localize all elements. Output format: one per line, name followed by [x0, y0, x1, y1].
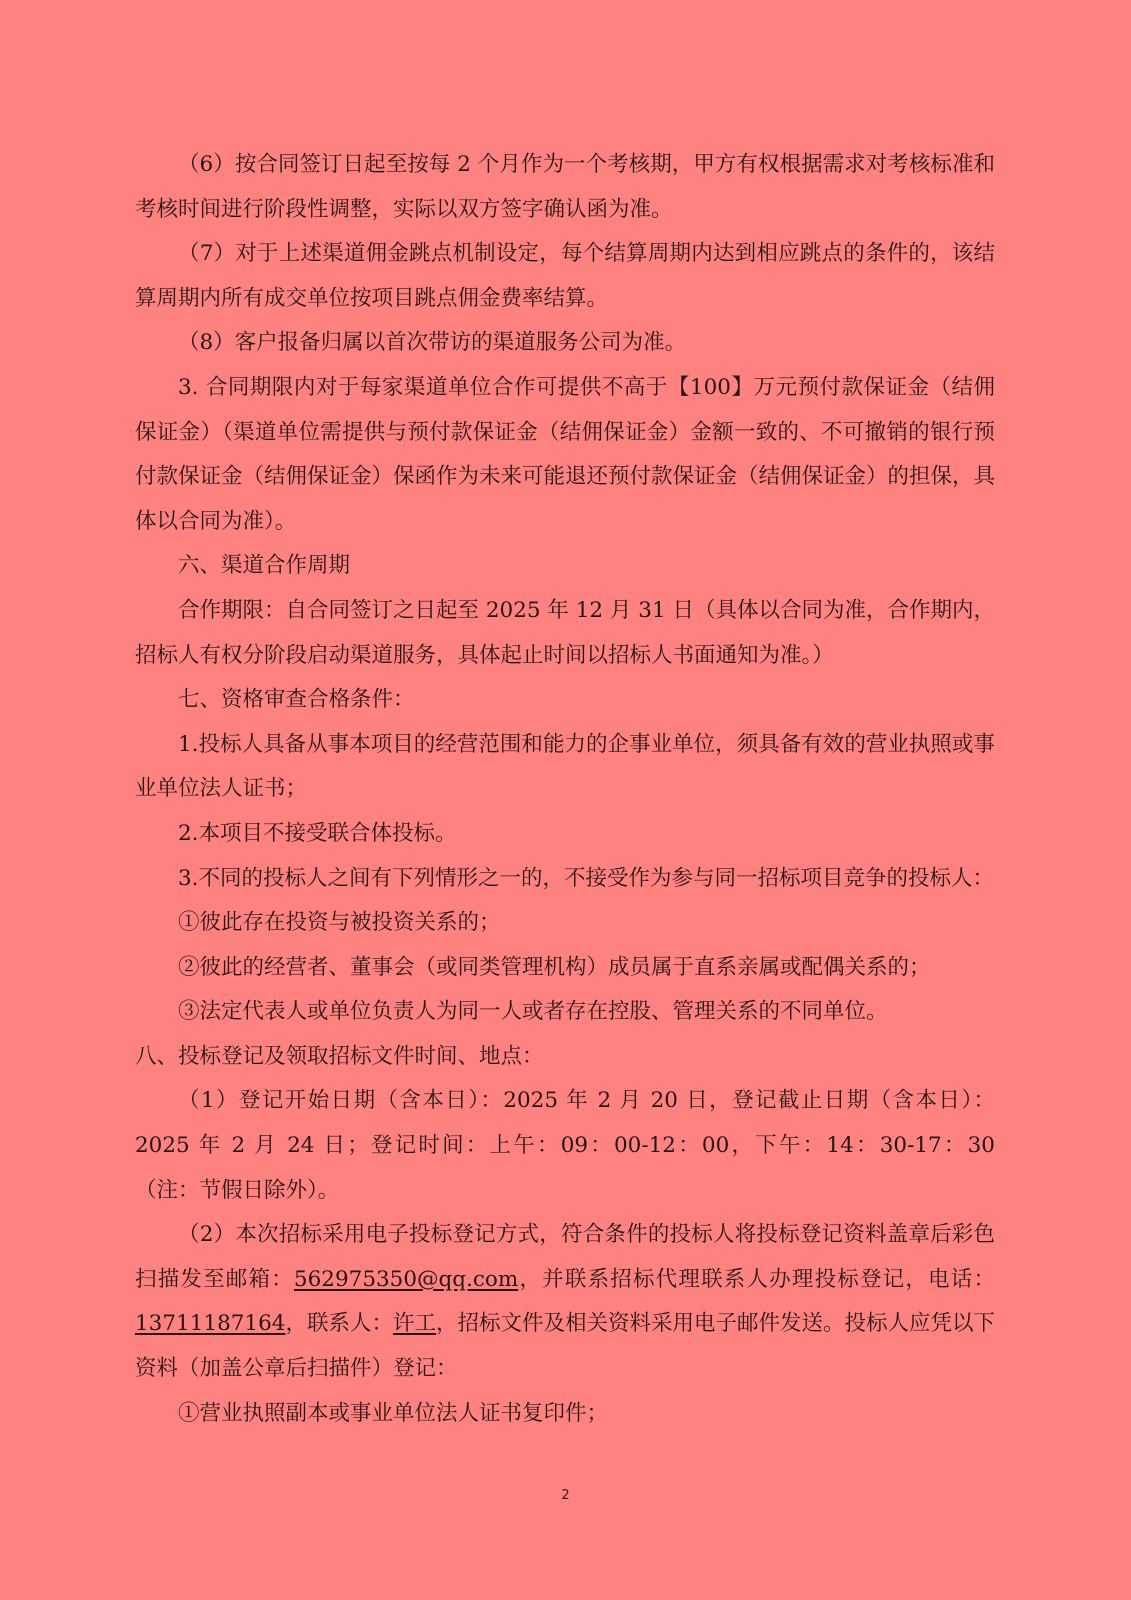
- section-7-heading: 七、资格审查合格条件：: [178, 687, 415, 713]
- registration-2-text-a: （2）本次招标采用电子投标登记方式，符合条件的投标人将投标登记资料盖章后彩色扫描发至邮箱：: [135, 1222, 995, 1292]
- registration-2-text-b: ，并联系招标代理联系人办理投标登记，电话：: [518, 1266, 995, 1292]
- material-1: ①营业执照副本或事业单位法人证书复印件；: [178, 1400, 609, 1426]
- qualification-2: 2.本项目不接受联合体投标。: [178, 820, 457, 846]
- phone-number[interactable]: 13711187164: [135, 1311, 286, 1337]
- document-body: [135, 143, 995, 1436]
- email-link[interactable]: 562975350@qq.com: [293, 1266, 519, 1292]
- clause-8: （8）客户报备归属以首次带访的渠道服务公司为准。: [178, 330, 687, 356]
- clause-3-deposit: 3. 合同期限内对于每家渠道单位合作可提供不高于【100】万元预付款保证金（结佣保证金）（渠道单位需提供与预付款保证金（结佣保证金）金额一致的、不可撤销的银行预付款保证金（结佣保证金）保函作为未来可能退还预付款保证金（结佣保证金）的担保，具体以合同为准）。: [135, 374, 996, 534]
- condition-1: ①彼此存在投资与被投资关系的；: [178, 910, 501, 936]
- section-6-heading: 六、渠道合作周期: [178, 553, 351, 579]
- registration-1: （1）登记开始日期（含本日）：2025 年 2 月 20 日，登记截止日期（含本日）：2025 年 2 月 24 日；登记时间：上午：09：00-12：00，下午：14：30-17：30 （注：节假日除外）。: [135, 1088, 995, 1203]
- section-8-heading: 八、投标登记及领取招标文件时间、地点：: [135, 1043, 544, 1069]
- page-number: 2: [561, 1488, 570, 1503]
- condition-3: ③法定代表人或单位负责人为同一人或者存在控股、管理关系的不同单位。: [178, 999, 888, 1025]
- registration-2-text-d: ，招标文件及相关资料采用电子邮件发送。投标人应凭以下资料（加盖公章后扫描件）登记：: [135, 1311, 996, 1382]
- section-6-body: 合作期限：自合同签订之日起至 2025 年 12 月 31 日（具体以合同为准，合作期内，招标人有权分阶段启动渠道服务，具体起止时间以招标人书面通知为准。）: [135, 597, 995, 668]
- clause-6: （6）按合同签订日起至按每 2 个月作为一个考核期，甲方有权根据需求对考核标准和考核时间进行阶段性调整，实际以双方签字确认函为准。: [135, 152, 995, 222]
- contact-person: 许工: [392, 1311, 436, 1337]
- condition-2: ②彼此的经营者、董事会（或同类管理机构）成员属于直系亲属或配偶关系的；: [178, 954, 931, 980]
- qualification-3: 3.不同的投标人之间有下列情形之一的，不接受作为参与同一招标项目竞争的投标人：: [178, 865, 995, 891]
- qualification-1: 1.投标人具备从事本项目的经营范围和能力的企事业单位，须具备有效的营业执照或事业单位法人证书；: [135, 731, 995, 802]
- registration-2: [135, 1213, 995, 1391]
- clause-7: （7）对于上述渠道佣金跳点机制设定，每个结算周期内达到相应跳点的条件的，该结算周期内所有成交单位按项目跳点佣金费率结算。: [135, 241, 995, 311]
- registration-2-text-c: ，联系人：: [285, 1311, 393, 1337]
